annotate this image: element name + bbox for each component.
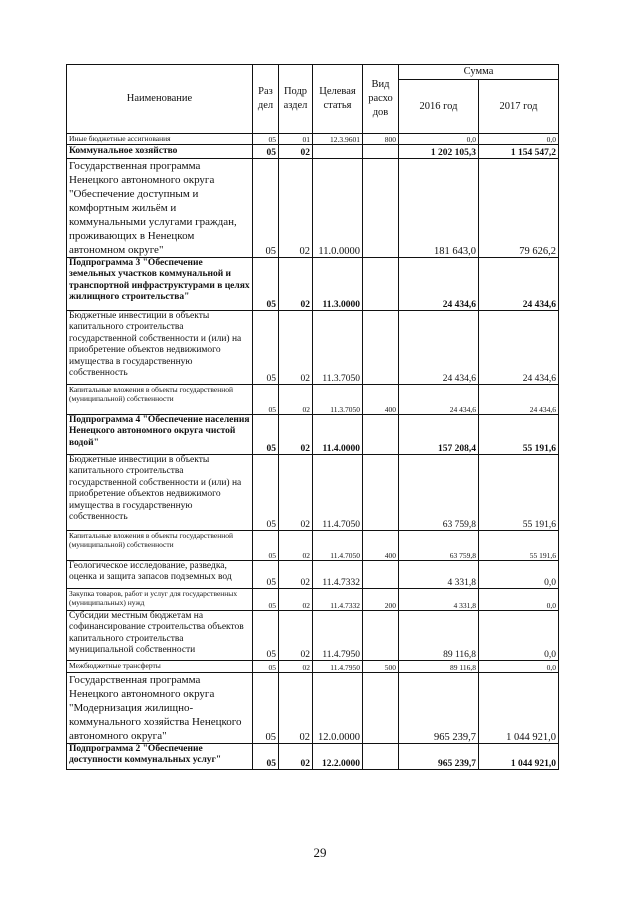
row-target: 12.3.9601 — [313, 134, 363, 145]
row-target: 11.4.7050 — [313, 530, 363, 560]
row-target: 11.4.0000 — [313, 414, 363, 454]
row-2016: 24 434,6 — [399, 384, 479, 414]
row-name: Иные бюджетные ассигнования — [67, 134, 253, 145]
row-razdel: 05 — [253, 414, 279, 454]
row-vid: 400 — [363, 530, 399, 560]
row-podrazdel: 02 — [279, 560, 313, 588]
budget-table — [66, 64, 559, 770]
row-2016: 89 116,8 — [399, 610, 479, 660]
row-target: 11.4.7050 — [313, 454, 363, 530]
row-podrazdel: 02 — [279, 672, 313, 743]
row-target: 12.0.0000 — [313, 672, 363, 743]
row-vid — [363, 257, 399, 310]
row-podrazdel: 02 — [279, 660, 313, 672]
row-podrazdel: 02 — [279, 257, 313, 310]
row-name: Субсидии местным бюджетам на софинансирование строительства объектов капитального строительства муниципальной собственности — [67, 610, 253, 660]
row-vid — [363, 610, 399, 660]
row-razdel: 05 — [253, 530, 279, 560]
row-podrazdel: 02 — [279, 310, 313, 384]
row-2017: 0,0 — [479, 610, 559, 660]
row-2017: 0,0 — [479, 588, 559, 610]
row-podrazdel: 02 — [279, 384, 313, 414]
row-razdel: 05 — [253, 454, 279, 530]
row-razdel: 05 — [253, 560, 279, 588]
header-sum: Сумма — [399, 65, 559, 80]
row-razdel: 05 — [253, 134, 279, 145]
row-razdel: 05 — [253, 743, 279, 769]
row-razdel: 05 — [253, 144, 279, 158]
row-podrazdel: 01 — [279, 134, 313, 145]
row-razdel: 05 — [253, 310, 279, 384]
header-podrazdel: Подр аздел — [279, 65, 313, 134]
row-2016: 89 116,8 — [399, 660, 479, 672]
row-vid — [363, 743, 399, 769]
table-row — [67, 660, 559, 672]
row-target: 11.3.0000 — [313, 257, 363, 310]
row-target: 11.0.0000 — [313, 158, 363, 257]
row-podrazdel: 02 — [279, 454, 313, 530]
row-2016: 181 643,0 — [399, 158, 479, 257]
row-target: 12.2.0000 — [313, 743, 363, 769]
table-row — [67, 610, 559, 660]
table-row — [67, 310, 559, 384]
row-2016: 24 434,6 — [399, 257, 479, 310]
header-row-top — [67, 65, 559, 80]
row-vid: 400 — [363, 384, 399, 414]
table-row — [67, 588, 559, 610]
row-name: Подпрограмма 4 "Обеспечение населения Ненецкого автономного округа чистой водой" — [67, 414, 253, 454]
row-2016: 965 239,7 — [399, 672, 479, 743]
row-2017: 1 154 547,2 — [479, 144, 559, 158]
row-2016: 965 239,7 — [399, 743, 479, 769]
header-name: Наименование — [67, 65, 253, 134]
row-2017: 55 191,6 — [479, 454, 559, 530]
row-name: Бюджетные инвестиции в объекты капитального строительства государственной собственности и (или) на приобретение объектов недвижимого имущества в государственную собственность — [67, 454, 253, 530]
table-row — [67, 672, 559, 743]
row-name: Закупка товаров, работ и услуг для государственных (муниципальных) нужд — [67, 588, 253, 610]
row-razdel: 05 — [253, 588, 279, 610]
row-target: 11.4.7332 — [313, 560, 363, 588]
row-podrazdel: 02 — [279, 414, 313, 454]
row-vid: 800 — [363, 134, 399, 145]
header-2016: 2016 год — [399, 80, 479, 134]
row-vid — [363, 454, 399, 530]
row-2017: 1 044 921,0 — [479, 672, 559, 743]
table-row — [67, 743, 559, 769]
row-2017: 0,0 — [479, 560, 559, 588]
row-podrazdel: 02 — [279, 158, 313, 257]
row-vid: 500 — [363, 660, 399, 672]
row-target — [313, 144, 363, 158]
row-vid — [363, 144, 399, 158]
row-razdel: 05 — [253, 660, 279, 672]
row-name: Межбюджетные трансферты — [67, 660, 253, 672]
row-vid — [363, 560, 399, 588]
row-name: Подпрограмма 3 "Обеспечение земельных участков коммунальной и транспортной инфраструктурами в целях жилищного строительства" — [67, 257, 253, 310]
row-razdel: 05 — [253, 158, 279, 257]
table-row — [67, 414, 559, 454]
row-podrazdel: 02 — [279, 144, 313, 158]
row-razdel: 05 — [253, 610, 279, 660]
page-number: 29 — [313, 845, 327, 860]
row-razdel: 05 — [253, 384, 279, 414]
row-podrazdel: 02 — [279, 588, 313, 610]
table-row — [67, 454, 559, 530]
row-name: Капитальные вложения в объекты государственной (муниципальной) собственности — [67, 384, 253, 414]
row-2016: 0,0 — [399, 134, 479, 145]
row-2017: 1 044 921,0 — [479, 743, 559, 769]
table-row — [67, 144, 559, 158]
row-razdel: 05 — [253, 672, 279, 743]
header-2017: 2017 год — [479, 80, 559, 134]
row-2016: 4 331,8 — [399, 560, 479, 588]
header-razdel: Раз дел — [253, 65, 279, 134]
row-podrazdel: 02 — [279, 743, 313, 769]
row-name: Государственная программа Ненецкого автономного округа "Модернизация жилищно-коммунального хозяйства Ненецкого автономного округа" — [67, 672, 253, 743]
row-2016: 63 759,8 — [399, 530, 479, 560]
row-vid — [363, 414, 399, 454]
row-name: Коммунальное хозяйство — [67, 144, 253, 158]
row-vid — [363, 158, 399, 257]
row-name: Подпрограмма 2 "Обеспечение доступности коммунальных услуг" — [67, 743, 253, 769]
table-row — [67, 384, 559, 414]
row-2017: 24 434,6 — [479, 257, 559, 310]
row-2017: 79 626,2 — [479, 158, 559, 257]
row-name: Бюджетные инвестиции в объекты капитального строительства государственной собственности и (или) на приобретение объектов недвижимого имущества в государственную собственность — [67, 310, 253, 384]
row-2016: 1 202 105,3 — [399, 144, 479, 158]
row-2017: 0,0 — [479, 660, 559, 672]
table-row — [67, 257, 559, 310]
row-vid: 200 — [363, 588, 399, 610]
table-row — [67, 530, 559, 560]
row-2017: 24 434,6 — [479, 384, 559, 414]
row-2017: 55 191,6 — [479, 530, 559, 560]
row-2017: 55 191,6 — [479, 414, 559, 454]
row-target: 11.3.7050 — [313, 384, 363, 414]
row-razdel: 05 — [253, 257, 279, 310]
row-podrazdel: 02 — [279, 610, 313, 660]
row-2016: 157 208,4 — [399, 414, 479, 454]
row-2016: 4 331,8 — [399, 588, 479, 610]
row-target: 11.4.7332 — [313, 588, 363, 610]
row-vid — [363, 672, 399, 743]
row-2017: 24 434,6 — [479, 310, 559, 384]
row-target: 11.4.7950 — [313, 610, 363, 660]
table-row — [67, 158, 559, 257]
row-2016: 24 434,6 — [399, 310, 479, 384]
row-podrazdel: 02 — [279, 530, 313, 560]
row-target: 11.4.7950 — [313, 660, 363, 672]
row-name: Капитальные вложения в объекты государственной (муниципальной) собственности — [67, 530, 253, 560]
table-row — [67, 134, 559, 145]
header-target: Целевая статья — [313, 65, 363, 134]
row-name: Государственная программа Ненецкого автономного округа "Обеспечение доступным и комфортным жильём и коммунальными услугами граждан, проживающих в Ненецком автономном округе" — [67, 158, 253, 257]
row-target: 11.3.7050 — [313, 310, 363, 384]
row-2017: 0,0 — [479, 134, 559, 145]
table-row — [67, 560, 559, 588]
row-2016: 63 759,8 — [399, 454, 479, 530]
header-vid: Вид расхо дов — [363, 65, 399, 134]
row-name: Геологическое исследование, разведка, оценка и защита запасов подземных вод — [67, 560, 253, 588]
row-vid — [363, 310, 399, 384]
